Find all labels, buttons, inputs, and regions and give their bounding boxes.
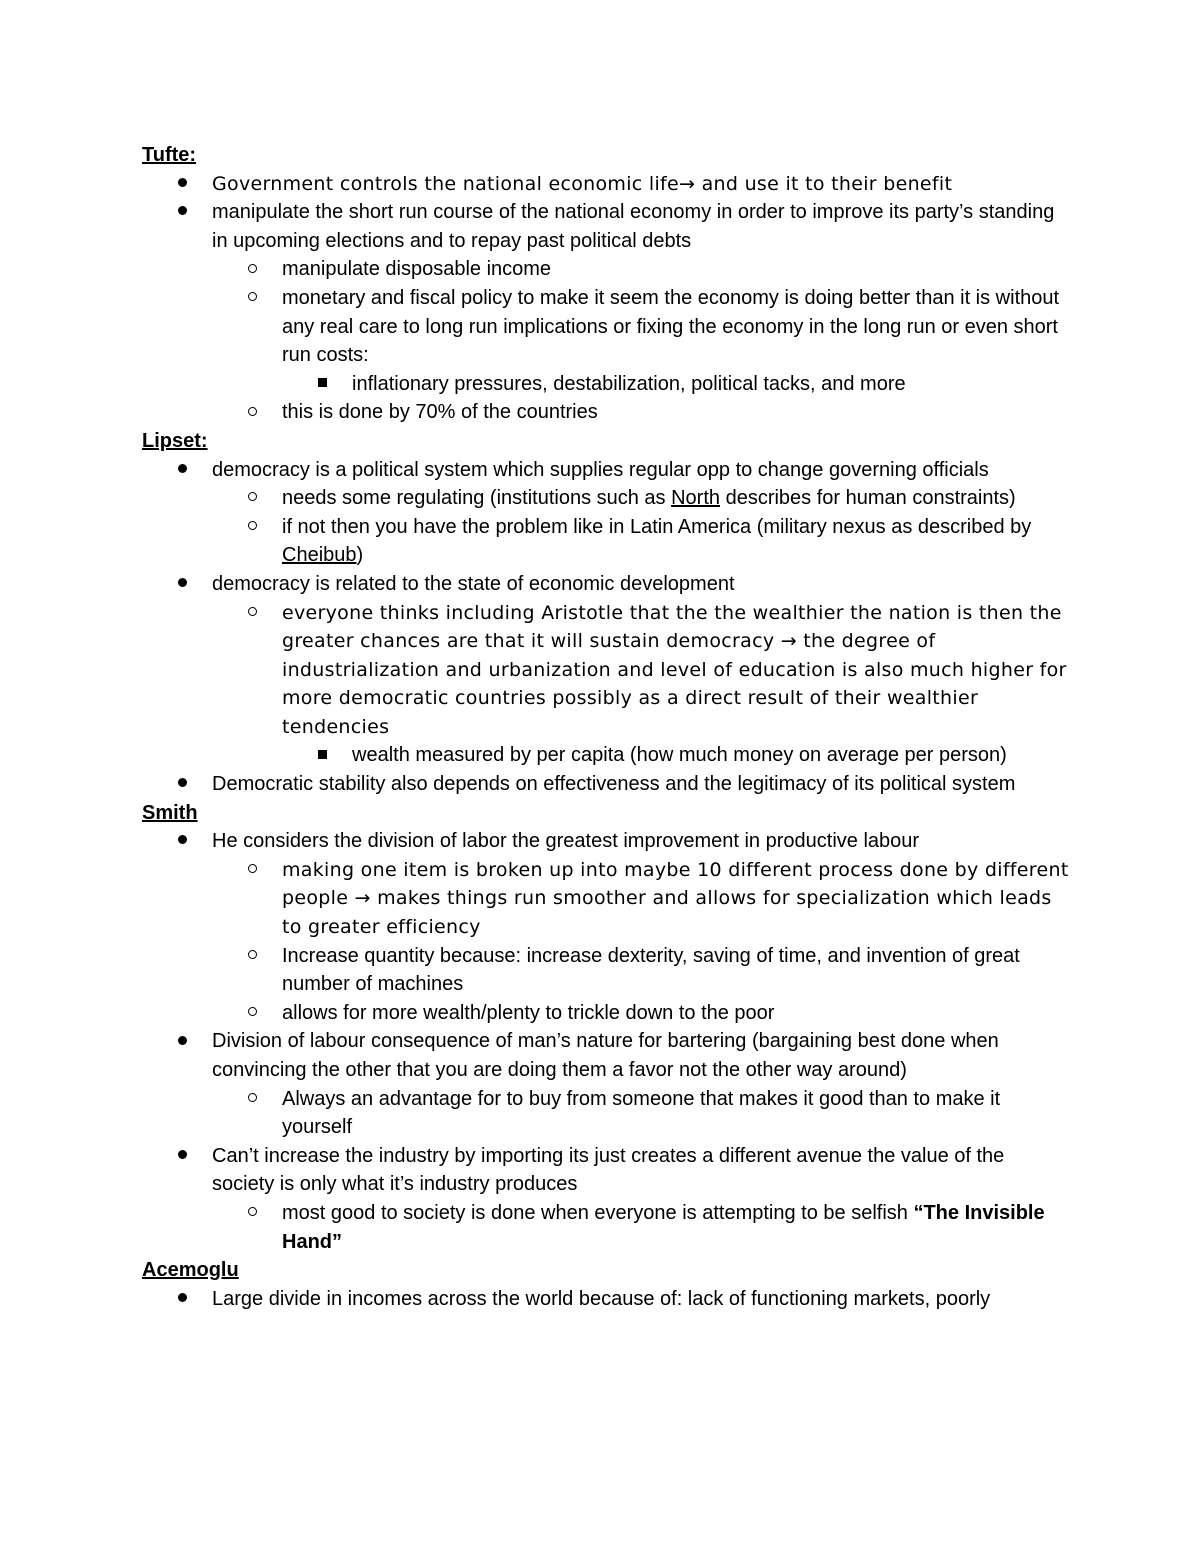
item-text: needs some regulating (institutions such as North describes for human constraints) <box>282 487 1016 510</box>
list-item <box>142 255 1072 284</box>
list-item <box>142 370 1072 399</box>
item-text: most good to society is done when everyone is attempting to be selfish “The Invisible Hand” <box>282 1201 1045 1253</box>
item-text: everyone thinks including Aristotle that the the wealthier the nation is then the greater chances are that it will sustain democracy → the degree of industrialization and urbanization and level of education is also much higher for more democratic countries possibly as a direct result of their wealthier tendencies <box>282 601 1067 738</box>
list-item <box>142 484 1072 513</box>
filled-bullet-icon <box>178 456 187 485</box>
section-lipset <box>142 427 1072 799</box>
section-heading: Lipset: <box>142 429 208 452</box>
section-heading: Acemoglu <box>142 1259 239 1282</box>
document-body <box>142 141 1072 1313</box>
list-item <box>142 856 1072 942</box>
list-item <box>142 284 1072 370</box>
list-item <box>142 170 1072 199</box>
filled-bullet-icon <box>178 770 187 799</box>
filled-bullet-icon <box>178 1142 187 1171</box>
hollow-bullet-icon <box>248 942 257 971</box>
item-text: wealth measured by per capita (how much money on average per person) <box>352 744 1007 767</box>
item-text: if not then you have the problem like in Latin America (military nexus as described by Cheibub) <box>282 515 1032 567</box>
item-text: Always an advantage for to buy from someone that makes it good than to make it yourself <box>282 1087 1001 1139</box>
filled-bullet-icon <box>178 570 187 599</box>
section-heading: Tufte: <box>142 144 197 166</box>
list-item <box>142 1199 1072 1256</box>
list-item <box>142 827 1072 856</box>
filled-bullet-icon <box>178 170 187 199</box>
hollow-bullet-icon <box>248 398 257 427</box>
item-text: Increase quantity because: increase dexterity, saving of time, and invention of great number of machines <box>282 944 1020 996</box>
list-item <box>142 198 1072 255</box>
hollow-bullet-icon <box>248 999 257 1028</box>
list-item <box>142 398 1072 427</box>
section-tufte <box>142 141 1072 427</box>
square-bullet-icon <box>318 741 327 770</box>
item-text: Government controls the national economic life→ and use it to their benefit <box>212 172 953 195</box>
hollow-bullet-icon <box>248 1085 257 1114</box>
hollow-bullet-icon <box>248 1199 257 1228</box>
item-text: monetary and fiscal policy to make it seem the economy is doing better than it is without any real care to long run implications or fixing the economy in the long run or even short run costs: <box>282 286 1060 367</box>
item-text: manipulate the short run course of the national economy in order to improve its party’s standing in upcoming elections and to repay past political debts <box>212 201 1055 252</box>
list-item <box>142 999 1072 1028</box>
item-text: Large divide in incomes across the world because of: lack of functioning markets, poorly <box>212 1287 991 1310</box>
list-item <box>142 770 1072 799</box>
square-bullet-icon <box>318 370 327 399</box>
list-item <box>142 599 1072 742</box>
item-text: inflationary pressures, destabilization, political tacks, and more <box>352 372 906 395</box>
list-item <box>142 456 1072 485</box>
list-item <box>142 741 1072 770</box>
section-acemoglu <box>142 1256 1072 1313</box>
reference-link[interactable]: North <box>671 487 721 510</box>
hollow-bullet-icon <box>248 599 257 628</box>
list-item <box>142 1085 1072 1142</box>
item-text: Democratic stability also depends on effectiveness and the legitimacy of its political system <box>212 773 1016 796</box>
item-text: Division of labour consequence of man’s nature for bartering (bargaining best done when convincing the other that you are doing them a favor not the other way around) <box>212 1030 999 1081</box>
hollow-bullet-icon <box>248 284 257 313</box>
item-text: allows for more wealth/plenty to trickle down to the poor <box>282 1001 775 1024</box>
list-item <box>142 1285 1072 1314</box>
list-item <box>142 1027 1072 1084</box>
list-item <box>142 513 1072 570</box>
item-text: this is done by 70% of the countries <box>282 401 598 424</box>
item-text: He considers the division of labor the greatest improvement in productive labour <box>212 830 920 853</box>
filled-bullet-icon <box>178 1285 187 1314</box>
hollow-bullet-icon <box>248 255 257 284</box>
filled-bullet-icon <box>178 1027 187 1056</box>
section-heading: Smith <box>142 801 198 824</box>
list-item <box>142 942 1072 999</box>
list-item <box>142 1142 1072 1199</box>
filled-bullet-icon <box>178 198 187 227</box>
item-text: making one item is broken up into maybe 10 different process done by different people → makes things run smoother and allows for specialization which leads to greater efficiency <box>282 858 1069 939</box>
hollow-bullet-icon <box>248 513 257 542</box>
reference-link[interactable]: Cheibub <box>282 544 357 567</box>
list-item <box>142 570 1072 599</box>
item-text: democracy is a political system which supplies regular opp to change governing officials <box>212 458 989 481</box>
item-text: manipulate disposable income <box>282 258 552 281</box>
item-text: Can’t increase the industry by importing its just creates a different avenue the value of the society is only what it’s industry produces <box>212 1144 1005 1196</box>
hollow-bullet-icon <box>248 484 257 513</box>
section-smith <box>142 799 1072 1257</box>
filled-bullet-icon <box>178 827 187 856</box>
hollow-bullet-icon <box>248 856 257 885</box>
item-text: democracy is related to the state of economic development <box>212 572 735 595</box>
emphasis-text: “The Invisible Hand” <box>282 1201 1045 1253</box>
